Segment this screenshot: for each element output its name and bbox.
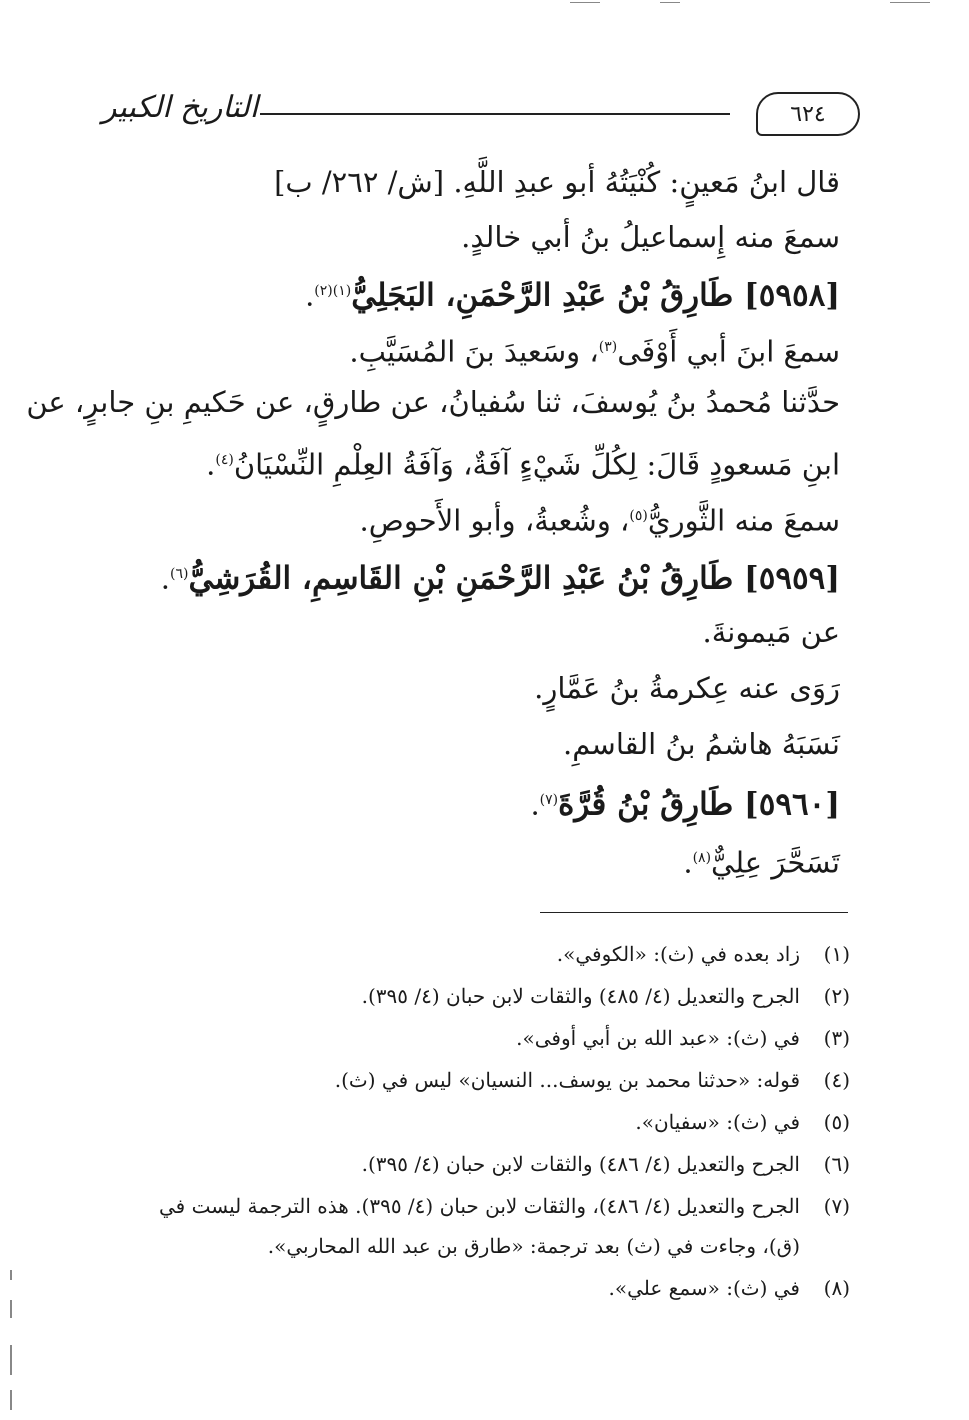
text-line: حدَّثنا مُحمدُ بنُ يُوسفَ، ثنا سُفيانُ، عن طارقٍ، عن حَكيمِ بنِ جابرٍ، عن bbox=[26, 385, 840, 419]
footnote-ref: (٤) bbox=[215, 452, 234, 468]
entry-heading-5959: [٥٩٥٩] طَارِقُ بْنُ عَبْدِ الرَّحْمَنِ بْنِ القَاسِمِ، القُرَشِيُّ$^{(٦)}$. bbox=[160, 560, 840, 597]
footnote-number: (٥) bbox=[823, 1110, 850, 1134]
footnote-ref: (٦) bbox=[170, 566, 189, 582]
text-line: سمعَ ابنَ أبي أَوْفَى$^{(٣)}$، وسَعيدَ بنَ المُسَيَّبِ. bbox=[349, 334, 840, 369]
footnote: (٥)في (ث): «سفيان». bbox=[110, 1106, 850, 1138]
scan-artifact bbox=[660, 2, 680, 3]
footnote-number: (٨) bbox=[823, 1276, 850, 1300]
scan-artifact bbox=[10, 1270, 12, 1280]
footnote-continuation: (ق)، وجاءت في (ث) بعد ترجمة: «طارق بن عبد الله المحاربي». bbox=[267, 1234, 800, 1258]
footnote-ref: (٣) bbox=[598, 339, 618, 355]
entry-heading-5958: [٥٩٥٨] طَارِقُ بْنُ عَبْدِ الرَّحْمَنِ، البَجَلِيُّ$^{(١)(٢)}$. bbox=[305, 277, 840, 314]
footnote: (٢)الجرح والتعديل (٤/ ٤٨٥) والثقات لابن حبان (٤/ ٣٩٥). bbox=[110, 980, 850, 1012]
footnote-number: (٢) bbox=[823, 984, 850, 1008]
footnote: (٣)في (ث): «عبد الله بن أبي أوفى». bbox=[110, 1022, 850, 1054]
footnote-number: (٦) bbox=[823, 1152, 850, 1176]
text-line: سمعَ منه إِسماعيلُ بنُ أبي خالدٍ. bbox=[461, 220, 840, 254]
footnote-ref: (١)(٢) bbox=[314, 283, 352, 299]
footnote-number: (١) bbox=[823, 942, 850, 966]
scan-artifact bbox=[10, 1390, 12, 1410]
scan-artifact bbox=[10, 1300, 12, 1318]
footnote-number: (٤) bbox=[823, 1068, 850, 1092]
footnote-number: (٣) bbox=[823, 1026, 850, 1050]
text-line: ابنِ مَسعودٍ قَالَ: لِكُلِّ شَيْءٍ آفَةٌ، وَآفَةُ العِلْمِ النِّسْيَانُ$^{(٤)}$. bbox=[206, 447, 840, 482]
page-number bbox=[756, 92, 860, 136]
page-number-text: ٦٢٤ bbox=[790, 101, 826, 127]
footnote: (٦)الجرح والتعديل (٤/ ٤٨٦) والثقات لابن حبان (٤/ ٣٩٥). bbox=[110, 1148, 850, 1180]
text-line: عن مَيمونةَ. bbox=[702, 615, 840, 649]
text-line: رَوَى عنه عِكرمةُ بنُ عَمَّارٍ. bbox=[534, 671, 840, 705]
footnote-separator bbox=[540, 912, 848, 913]
footnote: (٧)الجرح والتعديل (٤/ ٤٨٦)، والثقات لابن حبان (٤/ ٣٩٥). هذه الترجمة ليست في bbox=[110, 1190, 850, 1222]
footnote: (٤)قوله: «حدثنا محمد بن يوسف... النسيان» ليس في (ث). bbox=[110, 1064, 850, 1096]
header-rule bbox=[260, 113, 730, 115]
scan-artifact bbox=[890, 2, 930, 3]
footnote-ref: (٥) bbox=[629, 508, 648, 524]
footnote: (٨)في (ث): «سمع علي». bbox=[110, 1272, 850, 1304]
entry-heading-5960: [٥٩٦٠] طَارِقُ بْنُ قُرَّةَ$^{(٧)}$. bbox=[530, 786, 840, 823]
footnote: (١)زاد بعده في (ث): «الكوفي». bbox=[110, 938, 850, 970]
text-line: تَسَحَّرَ عِلِيٌّ$^{(٨)}$. bbox=[683, 845, 840, 880]
footnote-ref: (٧) bbox=[539, 792, 559, 808]
scan-artifact bbox=[570, 2, 600, 3]
text-line: نَسَبَهُ هاشمُ بنُ القاسمِ. bbox=[563, 727, 840, 761]
text-line: سمعَ منه الثَّوريُّ$^{(٥)}$، وشُعبةُ، وأبو الأَحوصِ. bbox=[359, 503, 840, 538]
text-line: قال ابنُ مَعينٍ: كُنْيَتُهُ أبو عبدِ اللَّهِ. [ش/ ٢٦٢/ ب] bbox=[274, 165, 840, 199]
page-header bbox=[100, 88, 860, 138]
book-title: التاريخ الكبير bbox=[101, 90, 259, 125]
footnote-ref: (٨) bbox=[692, 850, 712, 866]
footnote-number: (٧) bbox=[823, 1194, 850, 1218]
scan-artifact bbox=[10, 1345, 12, 1375]
